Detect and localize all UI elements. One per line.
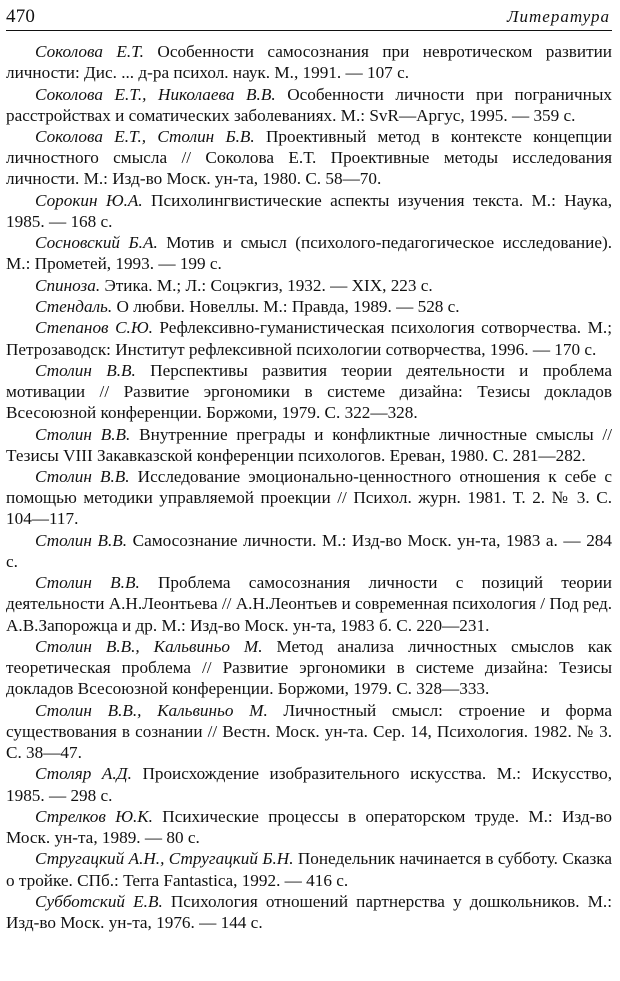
entry-text: Внутренние преграды и конфликтные личностные смыслы // Тезисы VIII Закавказской конференции психологов. Ереван, 1980. С. 281—282. <box>6 424 612 465</box>
bibliography-list <box>6 41 612 933</box>
entry-text: Перспективы развития теории деятельности и проблема мотивации // Развитие эргономики в системе дизайна: Тезисы докладов Всесоюзной конференции. Боржоми, 1979. С. 322—328. <box>6 360 613 423</box>
entry-author: Столин В.В. <box>35 530 128 550</box>
book-page <box>6 2 612 977</box>
entry-text: Личностный смысл: строение и форма существования в сознании // Вестн. Моск. ун-та. Сер. 14, Психология. 1982. № 3. С. 38—47. <box>6 700 612 763</box>
entry-author: Столин В.В. <box>35 467 130 486</box>
entry-author: Столин В.В. <box>35 360 136 380</box>
entry-text: Происхождение изобразительного искусства. М.: Искусство, 1985. — 298 с. <box>6 764 613 805</box>
bibliography-entry <box>6 317 612 359</box>
bibliography-entry <box>6 806 612 848</box>
entry-author: Соколова Е.Т. <box>35 42 144 61</box>
bibliography-entry <box>6 424 612 466</box>
bibliography-entry <box>6 126 612 190</box>
entry-text: Психология отношений партнерства у дошкольников. М.: Изд-во Моск. ун-та, 1976. — 144 с. <box>6 891 612 933</box>
bibliography-entry <box>6 636 612 700</box>
entry-text: Мотив и смысл (психолого-педагогическое исследование). М.: Прометей, 1993. — 199 с. <box>6 233 612 274</box>
bibliography-entry <box>6 530 612 572</box>
bibliography-entry <box>6 275 612 296</box>
entry-text: Психические процессы в операторском труде. М.: Изд-во Моск. ун-та, 1989. — 80 с. <box>6 806 612 848</box>
entry-text: Самосознание личности. М.: Изд-во Моск. ун-та, 1983 а. — 284 с. <box>6 530 612 571</box>
entry-author: Столин В.В. <box>35 573 140 593</box>
entry-author: Спиноза. <box>35 275 101 295</box>
entry-text: Проективный метод в контексте концепции личностного смысла // Соколова Е.Т. Проективные методы исследования личности. М.: Изд-во Моск. ун-та, 1980. С. 58—70. <box>6 127 612 189</box>
entry-text: Этика. М.; Л.: Соцэкгиз, 1932. — XIX, 223 с. <box>100 275 433 295</box>
bibliography-entry <box>6 232 612 274</box>
bibliography-entry <box>6 848 612 890</box>
entry-text: Психолингвистические аспекты изучения текста. М.: Наука, 1985. — 168 с. <box>6 190 612 231</box>
running-head: Литература <box>506 7 610 26</box>
entry-text: Особенности личности при пограничных расстройствах и соматических заболеваниях. М.: SvR—Аргус, 1995. — 359 с. <box>6 84 612 125</box>
bibliography-entry <box>6 296 612 317</box>
bibliography-entry <box>6 466 612 530</box>
entry-author: Столин В.В., Кальвиньо М. <box>35 700 268 720</box>
entry-author: Стругацкий А.Н., Стругацкий Б.Н. <box>35 849 294 869</box>
entry-author: Сорокин Ю.А. <box>35 190 143 210</box>
entry-author: Соколова Е.Т., Столин Б.В. <box>35 127 255 146</box>
entry-author: Субботский Е.В. <box>35 891 163 911</box>
entry-author: Соколова Е.Т., Николаева В.В. <box>35 84 276 104</box>
page-number: 470 <box>6 6 36 27</box>
entry-text: Особенности самосознания при невротическом развитии личности: Дис. ... д-ра психол. наук. М., 1991. — 107 с. <box>6 42 612 83</box>
bibliography-entry <box>6 41 612 83</box>
entry-author: Стрелков Ю.К. <box>35 806 153 826</box>
entry-text: Исследование эмоционально-ценностного отношения к себе с помощью методики управляемой проекции // Психол. журн. 1981. Т. 2. № 3. С. 104—117. <box>6 467 612 529</box>
entry-author: Степанов С.Ю. <box>35 318 153 338</box>
bibliography-entry <box>6 84 612 126</box>
bibliography-entry <box>6 572 612 636</box>
entry-author: Сосновский Б.А. <box>35 233 158 253</box>
bibliography-entry <box>6 190 612 232</box>
entry-author: Стендаль. <box>35 297 113 316</box>
entry-text: О любви. Новеллы. М.: Правда, 1989. — 528 с. <box>112 297 460 316</box>
entry-text: Метод анализа личностных смыслов как теоретическая проблема // Развитие эргономики в системе дизайна: Тезисы докладов Всесоюзной конференции. Боржоми, 1979. С. 328—333. <box>6 636 612 699</box>
entry-text: Рефлексивно-гуманистическая психология сотворчества. М.; Петрозаводск: Институт рефлексивной психологии сотворчества, 1996. — 170 с. <box>6 318 612 359</box>
page-header <box>6 2 612 31</box>
entry-author: Столяр А.Д. <box>35 764 132 784</box>
entry-text: Понедельник начинается в субботу. Сказка о тройке. СПб.: Terra Fantastica, 1992. — 416 с. <box>6 849 613 890</box>
bibliography-entry <box>6 891 612 933</box>
entry-text: Проблема самосознания личности с позиций теории деятельности А.Н.Леонтьева // А.Н.Леонтьев и современная психология / Под ред. А.В.Запорожца и др. М.: Изд-во Моск. ун-та, 1983 б. С. 220—231. <box>6 573 612 635</box>
bibliography-entry <box>6 360 612 424</box>
bibliography-entry <box>6 700 612 764</box>
entry-author: Столин В.В., Кальвиньо М. <box>35 636 263 656</box>
entry-author: Столин В.В. <box>35 424 131 444</box>
bibliography-entry <box>6 763 612 805</box>
